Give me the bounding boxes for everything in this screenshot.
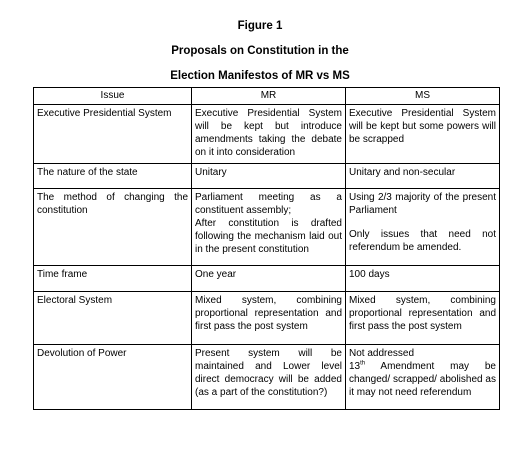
ordinal-suffix: th xyxy=(360,360,366,367)
mr-cell: Present system will be maintained and Lower level direct democracy will be added (as a part of the constitution?) xyxy=(192,345,346,410)
ms-cell: Executive Presidential System will be kept but some powers will be scrapped xyxy=(346,105,500,164)
figure-heading xyxy=(0,14,520,89)
mr-cell xyxy=(192,189,346,266)
figure-title-line2: Election Manifestos of MR vs MS xyxy=(170,70,350,82)
figure-label: Figure 1 xyxy=(237,20,283,32)
table-row xyxy=(34,266,500,292)
ms-text: Only issues that need not referendum be amended. xyxy=(349,229,496,253)
mr-text: After constitution is drafted following the mechanism laid out in the present constitution xyxy=(195,218,342,255)
header-ms: MS xyxy=(346,88,500,105)
issue-cell: Electoral System xyxy=(34,292,192,345)
mr-text: Parliament meeting as a constituent assembly; xyxy=(195,192,342,216)
issue-cell: Devolution of Power xyxy=(34,345,192,410)
ms-text: Using 2/3 majority of the present Parliament xyxy=(349,192,496,216)
mr-cell: One year xyxy=(192,266,346,292)
ms-text: Not addressed xyxy=(349,348,415,359)
table-row xyxy=(34,105,500,164)
ms-cell: Mixed system, combining proportional representation and first pass the post system xyxy=(346,292,500,345)
ms-cell xyxy=(346,345,500,410)
comparison-table xyxy=(33,87,500,410)
mr-cell: Unitary xyxy=(192,164,346,189)
issue-cell: The method of changing the constitution xyxy=(34,189,192,266)
amendment-text: Amendment may be changed/ scrapped/ abolished as it may not need referendum xyxy=(349,361,496,398)
issue-cell: Executive Presidential System xyxy=(34,105,192,164)
mr-cell: Mixed system, combining proportional representation and first pass the post system xyxy=(192,292,346,345)
figure-title-line1: Proposals on Constitution in the xyxy=(171,45,349,57)
ms-cell: Unitary and non-secular xyxy=(346,164,500,189)
table-row xyxy=(34,189,500,266)
ms-cell: 100 days xyxy=(346,266,500,292)
table-row xyxy=(34,292,500,345)
header-issue: Issue xyxy=(34,88,192,105)
ms-cell xyxy=(346,189,500,266)
table-header-row xyxy=(34,88,500,105)
ms-text xyxy=(349,360,496,399)
mr-cell: Executive Presidential System will be kept but introduce amendments taking the debate on it into consideration xyxy=(192,105,346,164)
issue-cell: The nature of the state xyxy=(34,164,192,189)
table-row xyxy=(34,345,500,410)
table-row xyxy=(34,164,500,189)
header-mr: MR xyxy=(192,88,346,105)
issue-cell: Time frame xyxy=(34,266,192,292)
amendment-number: 13 xyxy=(349,361,361,372)
